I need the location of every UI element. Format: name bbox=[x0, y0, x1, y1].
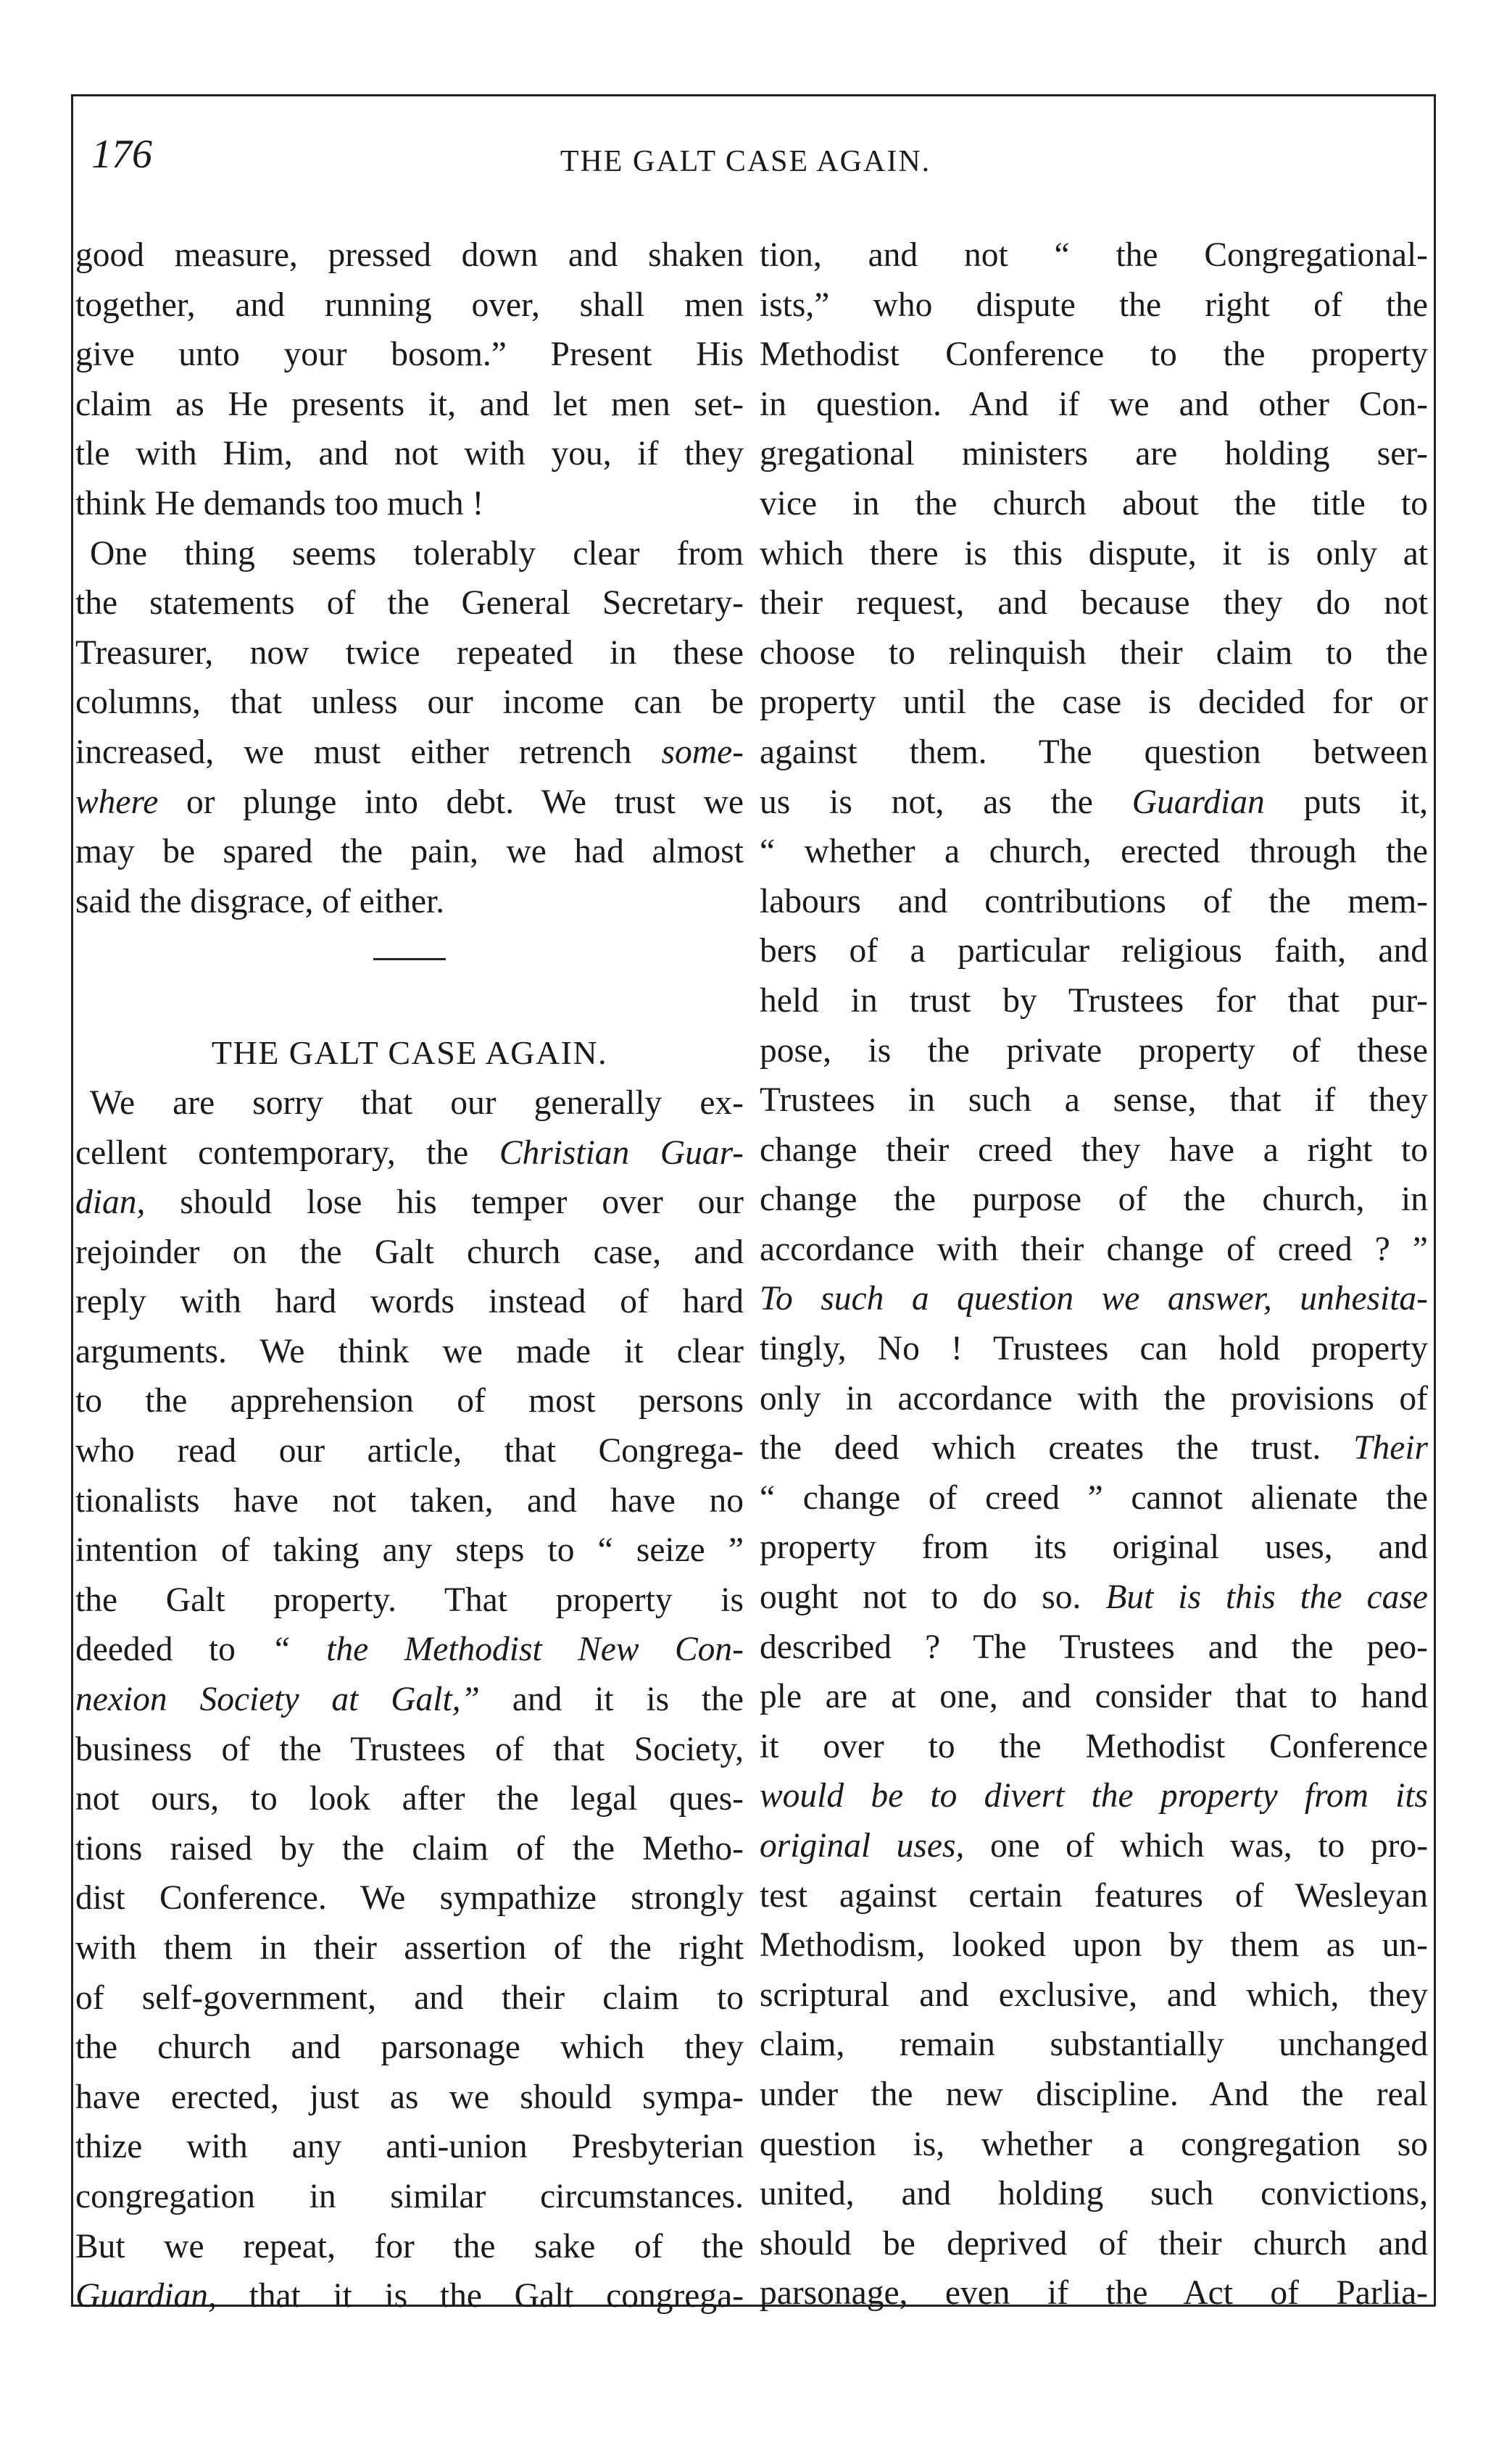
italic-fragment: “ the Methodist New Con- bbox=[271, 1631, 744, 1669]
text-line: tionalists have not taken, and have no bbox=[75, 1481, 744, 1520]
text-line: may be spared the pain, we had almost bbox=[75, 833, 744, 871]
text-line: ple are at one, and consider that to hand bbox=[760, 1678, 1428, 1716]
text-line: gregational ministers are holding ser- bbox=[760, 435, 1428, 473]
text-fragment: increased, we must either retrench bbox=[75, 733, 632, 771]
italic-fragment: Guardian bbox=[1131, 783, 1265, 821]
text-line: said the disgrace, of either. bbox=[75, 882, 445, 920]
text-line: tion, and not “ the Congregational- bbox=[760, 236, 1428, 274]
text-line: test against certain features of Wesleyan bbox=[760, 1876, 1428, 1915]
text-line: bers of a particular religious faith, and bbox=[760, 932, 1428, 970]
italic-fragment: original uses, bbox=[760, 1827, 965, 1865]
text-line bbox=[760, 1573, 1428, 1623]
text-line: united, and holding such convictions, bbox=[760, 2175, 1428, 2213]
right-column bbox=[760, 230, 1428, 2318]
text-line: change the purpose of the church, in bbox=[760, 1181, 1428, 1219]
text-line: property from its original uses, and bbox=[760, 1528, 1428, 1567]
text-line bbox=[75, 2271, 744, 2321]
text-line bbox=[75, 1178, 744, 1228]
text-fragment: puts it, bbox=[1303, 783, 1428, 821]
text-line: the church and parsonage which they bbox=[75, 2028, 744, 2067]
text-line: ists,” who dispute the right of the bbox=[760, 286, 1428, 324]
text-line: One thing seems tolerably clear from bbox=[90, 534, 744, 573]
italic-fragment: Christian Guar- bbox=[499, 1133, 744, 1172]
text-fragment: ought not to do so. bbox=[760, 1578, 1081, 1617]
text-line: Methodist Conference to the property bbox=[760, 336, 1428, 374]
text-line: in question. And if we and other Con- bbox=[760, 385, 1428, 423]
text-fragment: that it is the Galt congrega- bbox=[249, 2277, 744, 2315]
text-line: under the new discipline. And the real bbox=[760, 2075, 1428, 2113]
text-line: with them in their assertion of the right bbox=[75, 1929, 744, 1967]
text-line: together, and running over, shall men bbox=[75, 286, 744, 324]
italic-fragment: nexion Society at Galt,” bbox=[75, 1681, 480, 1719]
text-line: question is, whether a congregation so bbox=[760, 2125, 1428, 2163]
text-line: tions raised by the claim of the Metho- bbox=[75, 1829, 744, 1868]
text-line: business of the Trustees of that Society, bbox=[75, 1730, 744, 1768]
text-line: not ours, to look after the legal ques- bbox=[75, 1780, 744, 1818]
text-line bbox=[75, 778, 744, 828]
text-line: think He demands too much ! bbox=[75, 484, 484, 523]
text-line: described ? The Trustees and the peo- bbox=[760, 1628, 1428, 1666]
text-line bbox=[760, 1423, 1428, 1473]
text-line: scriptural and exclusive, and which, they bbox=[760, 1976, 1428, 2014]
text-line: property until the case is decided for or bbox=[760, 683, 1428, 722]
text-line: dist Conference. We sympathize strongly bbox=[75, 1879, 744, 1918]
text-fragment: and it is the bbox=[512, 1681, 744, 1719]
text-line: Trustees in such a sense, that if they bbox=[760, 1081, 1428, 1120]
text-line: have erected, just as we should sympa- bbox=[75, 2078, 744, 2116]
italic-fragment: dian, bbox=[75, 1183, 146, 1222]
text-line bbox=[75, 728, 744, 778]
text-line: But we repeat, for the sake of the bbox=[75, 2227, 744, 2265]
text-line: tle with Him, and not with you, if they bbox=[75, 435, 744, 473]
text-line: their request, and because they do not bbox=[760, 584, 1428, 623]
text-fragment: should lose his temper over our bbox=[180, 1183, 744, 1222]
text-line: labours and contributions of the mem- bbox=[760, 882, 1428, 920]
text-line: accordance with their change of creed ? ” bbox=[760, 1230, 1428, 1268]
text-line: good measure, pressed down and shaken bbox=[75, 236, 744, 274]
page-frame-top bbox=[71, 94, 1435, 96]
text-line bbox=[760, 1821, 1428, 1871]
text-line: the statements of the General Secretary- bbox=[75, 584, 744, 623]
text-line: to the apprehension of most persons bbox=[75, 1382, 744, 1420]
text-line: vice in the church about the title to bbox=[760, 484, 1428, 523]
text-line: reply with hard words instead of hard bbox=[75, 1283, 744, 1321]
text-line: “ change of creed ” cannot alienate the bbox=[760, 1478, 1428, 1517]
text-fragment: the deed which creates the trust. bbox=[760, 1429, 1321, 1468]
section-divider bbox=[373, 958, 446, 960]
text-line: We are sorry that our generally ex- bbox=[90, 1083, 744, 1122]
text-line: tingly, No ! Trustees can hold property bbox=[760, 1330, 1428, 1368]
left-column bbox=[75, 230, 744, 2321]
italic-fragment: where bbox=[75, 783, 159, 821]
text-line: would be to divert the property from its bbox=[760, 1777, 1428, 1815]
text-line: Treasurer, now twice repeated in these bbox=[75, 633, 744, 672]
text-line bbox=[75, 1675, 744, 1725]
italic-fragment: Guardian, bbox=[75, 2277, 217, 2315]
text-line: choose to relinquish their claim to the bbox=[760, 633, 1428, 672]
page-number: 176 bbox=[91, 132, 152, 177]
text-line: intention of taking any steps to “ seize ” bbox=[75, 1531, 744, 1570]
section-title: THE GALT CASE AGAIN. bbox=[211, 1034, 608, 1072]
text-line: which there is this dispute, it is only at bbox=[760, 534, 1428, 573]
text-line: change their creed they have a right to bbox=[760, 1131, 1428, 1169]
text-line: pose, is the private property of these bbox=[760, 1031, 1428, 1070]
text-line: rejoinder on the Galt church case, and bbox=[75, 1233, 744, 1271]
text-fragment: cellent contemporary, the bbox=[75, 1133, 469, 1172]
page-frame-right bbox=[1434, 94, 1436, 2306]
text-line: claim as He presents it, and let men set- bbox=[75, 385, 744, 423]
text-line: arguments. We think we made it clear bbox=[75, 1332, 744, 1370]
running-title: THE GALT CASE AGAIN. bbox=[560, 145, 931, 178]
text-line: should be deprived of their church and bbox=[760, 2224, 1428, 2263]
italic-fragment: Their bbox=[1353, 1429, 1428, 1468]
text-line: it over to the Methodist Conference bbox=[760, 1727, 1428, 1765]
text-fragment: us is not, as the bbox=[760, 783, 1093, 821]
text-line: only in accordance with the provisions of bbox=[760, 1379, 1428, 1418]
text-fragment: or plunge into debt. We trust we bbox=[186, 783, 744, 821]
text-line: To such a question we answer, unhesita- bbox=[760, 1280, 1428, 1318]
text-line: against them. The question between bbox=[760, 733, 1428, 771]
text-line: “ whether a church, erected through the bbox=[760, 833, 1428, 871]
text-line: columns, that unless our income can be bbox=[75, 683, 744, 722]
text-fragment: deeded to bbox=[75, 1631, 236, 1669]
text-line: congregation in similar circumstances. bbox=[75, 2177, 744, 2215]
text-line: held in trust by Trustees for that pur- bbox=[760, 981, 1428, 1020]
page-frame-left bbox=[71, 94, 73, 2306]
text-line: give unto your bosom.” Present His bbox=[75, 336, 744, 374]
text-line bbox=[75, 1128, 744, 1178]
italic-fragment: some- bbox=[661, 733, 744, 771]
text-fragment: one of which was, to pro- bbox=[989, 1827, 1428, 1865]
text-line: thize with any anti-union Presbyterian bbox=[75, 2128, 744, 2166]
text-line: who read our article, that Congrega- bbox=[75, 1432, 744, 1470]
italic-fragment: But is this the case bbox=[1105, 1578, 1428, 1617]
text-line: claim, remain substantially unchanged bbox=[760, 2026, 1428, 2064]
text-line: the Galt property. That property is bbox=[75, 1581, 744, 1619]
text-line bbox=[75, 1625, 744, 1675]
text-line: of self-government, and their claim to bbox=[75, 1978, 744, 2017]
text-line: parsonage, even if the Act of Parlia- bbox=[760, 2274, 1428, 2313]
text-line bbox=[760, 778, 1428, 828]
text-line: Methodism, looked upon by them as un- bbox=[760, 1926, 1428, 1965]
